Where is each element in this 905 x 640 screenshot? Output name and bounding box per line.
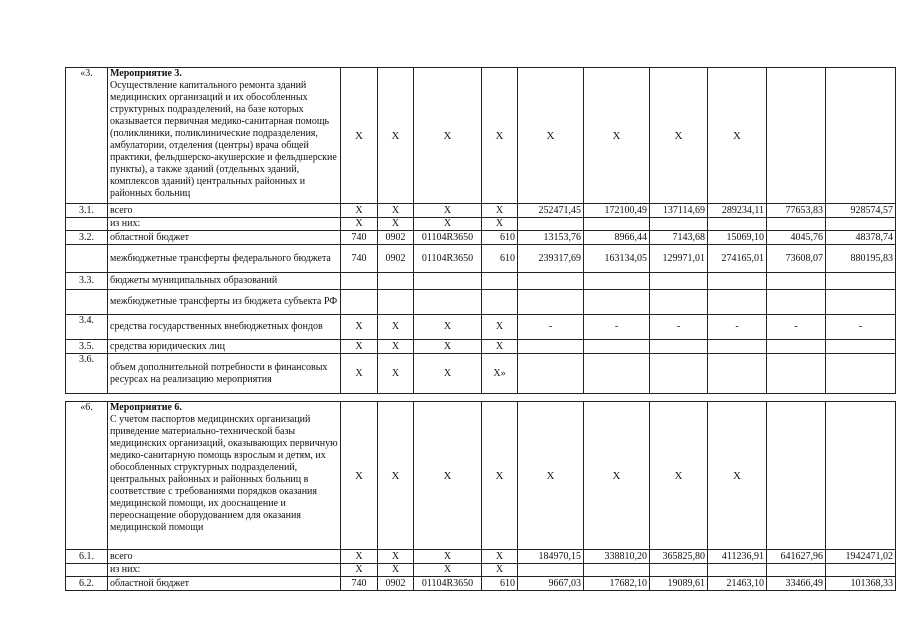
table-cell: [482, 290, 518, 315]
table-cell: 13153,76: [518, 231, 584, 245]
table-cell: 0902: [378, 577, 414, 591]
table-cell: [414, 273, 482, 290]
table-cell: 252471,45: [518, 204, 584, 218]
table-cell: Х: [378, 402, 414, 550]
table-cell: [584, 340, 650, 354]
table-cell: [584, 290, 650, 315]
table-event-6: [65, 401, 896, 591]
table-cell: 73608,07: [767, 245, 826, 273]
table-cell: [708, 340, 767, 354]
table-cell: [708, 564, 767, 577]
table-cell: Х: [518, 68, 584, 204]
table-cell: 184970,15: [518, 550, 584, 564]
table-cell: Х: [482, 315, 518, 340]
row-number: 3.4.: [66, 315, 108, 340]
table-cell: Х: [414, 218, 482, 231]
table-cell: -: [767, 315, 826, 340]
table-cell: [518, 354, 584, 394]
table-cell: 21463,10: [708, 577, 767, 591]
row-number: 3.6.: [66, 354, 108, 394]
table-cell: Х: [414, 204, 482, 218]
event-text: Осуществление капитального ремонта зданий медицинских организаций и их обособленных структурных подразделений, на базе которых оказывается первичная медико-санитарная помощь (поликлиники, поликлинические подразделения, амбулатории, отделения (центры) врача общей практики, фельдшерско-акушерские и фельдшерские пункты), а также зданий (отдельных зданий, комплексов зданий) центральных районных и районных больниц: [110, 80, 337, 199]
table-cell: Х: [518, 402, 584, 550]
row-number: 3.5.: [66, 340, 108, 354]
table-cell: [650, 354, 708, 394]
table-cell: [584, 218, 650, 231]
table-cell: [518, 273, 584, 290]
row-label: всего: [108, 550, 341, 564]
table-cell: [650, 273, 708, 290]
table-cell: 7143,68: [650, 231, 708, 245]
row-label: средства государственных внебюджетных фондов: [108, 315, 341, 340]
table-cell: 740: [341, 231, 378, 245]
table-cell: Х: [482, 204, 518, 218]
table-cell: [414, 290, 482, 315]
table-cell: Х: [378, 340, 414, 354]
table-cell: 239317,69: [518, 245, 584, 273]
table-cell: 33466,49: [767, 577, 826, 591]
row-label: из них:: [108, 218, 341, 231]
table-cell: -: [826, 315, 896, 340]
table-cell: 1942471,02: [826, 550, 896, 564]
table-cell: Х: [341, 564, 378, 577]
table-cell: [341, 290, 378, 315]
row-number: 3.2.: [66, 231, 108, 245]
table-cell: Х: [378, 204, 414, 218]
table-cell: 4045,76: [767, 231, 826, 245]
table-cell: Х: [341, 354, 378, 394]
table-cell: -: [584, 315, 650, 340]
event-title: Мероприятие 6.: [110, 402, 182, 413]
table-cell: [826, 354, 896, 394]
table-cell: Х: [708, 68, 767, 204]
table-cell: Х: [650, 68, 708, 204]
table-cell: [826, 340, 896, 354]
table-cell: [518, 564, 584, 577]
table-cell: 8966,44: [584, 231, 650, 245]
row-label: из них:: [108, 564, 341, 577]
table-cell: Х: [378, 550, 414, 564]
table-cell: [767, 218, 826, 231]
row-number: [66, 564, 108, 577]
table-cell: Х: [414, 340, 482, 354]
row-label: всего: [108, 204, 341, 218]
table-cell: 19089,61: [650, 577, 708, 591]
row-number: 3.3.: [66, 273, 108, 290]
row-number: [66, 218, 108, 231]
table-cell: [341, 273, 378, 290]
table-cell: Х: [414, 68, 482, 204]
table-cell: Х: [341, 402, 378, 550]
row-label: межбюджетные трансферты из бюджета субъекта РФ: [108, 290, 341, 315]
table-cell: 740: [341, 245, 378, 273]
row-label: межбюджетные трансферты федерального бюджета: [108, 245, 341, 273]
event-description: [108, 68, 341, 204]
table-cell: 610: [482, 245, 518, 273]
table-cell: Х: [482, 550, 518, 564]
table-cell: [650, 218, 708, 231]
table-cell: [826, 402, 896, 550]
table-cell: Х: [378, 564, 414, 577]
table-cell: Х: [378, 354, 414, 394]
table-cell: [767, 402, 826, 550]
table-cell: Х: [482, 340, 518, 354]
row-label: средства юридических лиц: [108, 340, 341, 354]
table-cell: Х: [341, 315, 378, 340]
table-cell: [584, 354, 650, 394]
event-title: Мероприятие 3.: [110, 68, 182, 79]
table-cell: Х: [378, 68, 414, 204]
table-cell: [826, 290, 896, 315]
table-cell: 129971,01: [650, 245, 708, 273]
row-label: бюджеты муниципальных образований: [108, 273, 341, 290]
table-cell: 289234,11: [708, 204, 767, 218]
event-description: [108, 402, 341, 550]
table-cell: Х: [650, 402, 708, 550]
table-cell: Х: [482, 564, 518, 577]
row-number: 3.1.: [66, 204, 108, 218]
table-cell: 610: [482, 231, 518, 245]
table-cell: Х: [482, 68, 518, 204]
table-cell: [650, 564, 708, 577]
table-cell: [826, 218, 896, 231]
table-cell: 641627,96: [767, 550, 826, 564]
event-text: С учетом паспортов медицинских организаций приведение материально-технической базы медицинских организаций, оказывающих первичную медико-санитарную помощь взрослым и детям, их обособленных структурных подразделений, центральных районных и районных больниц в соответствие с требованиями порядков оказания медицинской помощи, их дооснащение и переоснащение оборудованием для оказания медицинской помощи: [110, 414, 338, 533]
table-cell: 610: [482, 577, 518, 591]
table-cell: [826, 564, 896, 577]
table-cell: [767, 354, 826, 394]
table-cell: 0902: [378, 245, 414, 273]
table-cell: Х: [341, 204, 378, 218]
table-cell: Х: [482, 218, 518, 231]
event-number: «6.: [66, 402, 108, 550]
table-cell: [767, 564, 826, 577]
table-cell: [826, 273, 896, 290]
table-cell: 17682,10: [584, 577, 650, 591]
table-cell: [767, 273, 826, 290]
table-cell: Х: [414, 564, 482, 577]
table-cell: Х: [414, 550, 482, 564]
table-cell: 48378,74: [826, 231, 896, 245]
table-cell: [584, 564, 650, 577]
table-cell: -: [708, 315, 767, 340]
table-cell: Х: [414, 354, 482, 394]
table-cell: [518, 340, 584, 354]
table-cell: [708, 290, 767, 315]
row-number: 6.2.: [66, 577, 108, 591]
table-cell: [767, 290, 826, 315]
table-cell: 101368,33: [826, 577, 896, 591]
table-cell: Х: [378, 218, 414, 231]
table-cell: 338810,20: [584, 550, 650, 564]
table-cell: Х: [341, 218, 378, 231]
table-cell: Х: [708, 402, 767, 550]
table-cell: 0902: [378, 231, 414, 245]
table-cell: [650, 340, 708, 354]
table-cell: [708, 218, 767, 231]
table-cell: [708, 354, 767, 394]
table-cell: [708, 273, 767, 290]
table-cell: [518, 290, 584, 315]
table-cell: Х: [341, 550, 378, 564]
table-cell: 172100,49: [584, 204, 650, 218]
table-cell: 274165,01: [708, 245, 767, 273]
table-cell: [767, 68, 826, 204]
table-cell: 15069,10: [708, 231, 767, 245]
table-cell: Х: [584, 68, 650, 204]
row-label: областной бюджет: [108, 231, 341, 245]
table-cell: [584, 273, 650, 290]
table-cell: 365825,80: [650, 550, 708, 564]
table-cell: Х: [378, 315, 414, 340]
table-cell: [518, 218, 584, 231]
table-cell: Х: [414, 315, 482, 340]
table-cell: [650, 290, 708, 315]
table-cell: 137114,69: [650, 204, 708, 218]
event-number: «3.: [66, 68, 108, 204]
table-cell: [826, 68, 896, 204]
table-cell: 01104R3650: [414, 231, 482, 245]
table-cell: 740: [341, 577, 378, 591]
table-cell: [378, 290, 414, 315]
row-label: областной бюджет: [108, 577, 341, 591]
row-number: [66, 290, 108, 315]
table-cell: Х: [414, 402, 482, 550]
row-number: 6.1.: [66, 550, 108, 564]
table-cell: Х: [341, 68, 378, 204]
table-cell: [378, 273, 414, 290]
table-cell: 9667,03: [518, 577, 584, 591]
table-cell: 163134,05: [584, 245, 650, 273]
table-cell: -: [518, 315, 584, 340]
table-cell: 880195,83: [826, 245, 896, 273]
table-cell: Х»: [482, 354, 518, 394]
table-cell: Х: [584, 402, 650, 550]
row-label: объем дополнительной потребности в финансовых ресурсах на реализацию мероприятия: [108, 354, 341, 394]
table-cell: 411236,91: [708, 550, 767, 564]
table-cell: 01104R3650: [414, 245, 482, 273]
table-event-3: [65, 67, 896, 394]
table-cell: 01104R3650: [414, 577, 482, 591]
table-cell: -: [650, 315, 708, 340]
table-cell: 928574,57: [826, 204, 896, 218]
row-number: [66, 245, 108, 273]
table-cell: [767, 340, 826, 354]
table-cell: 77653,83: [767, 204, 826, 218]
table-cell: Х: [482, 402, 518, 550]
table-cell: [482, 273, 518, 290]
table-cell: Х: [341, 340, 378, 354]
